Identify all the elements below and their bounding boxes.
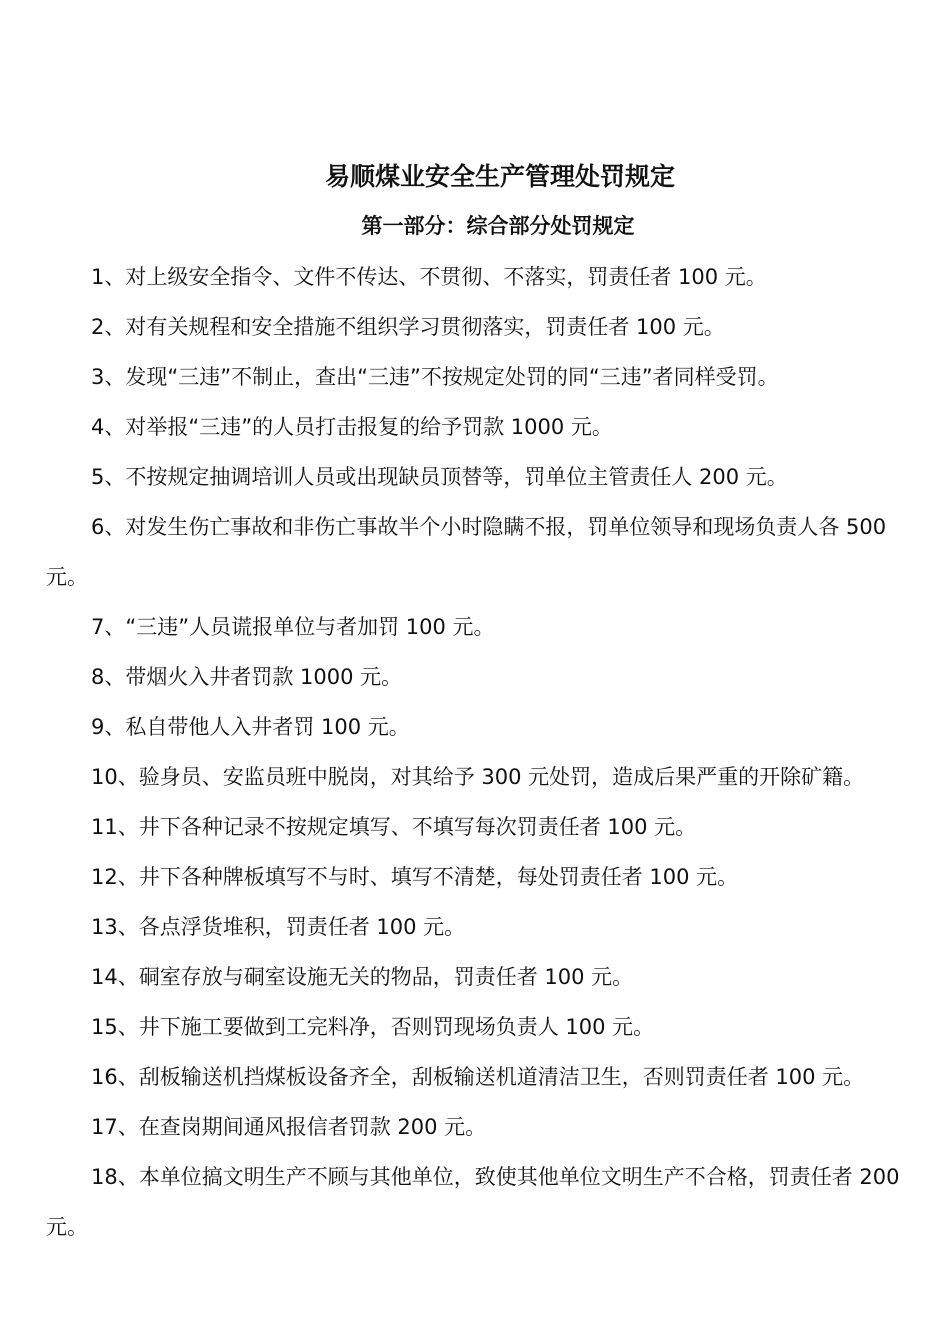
rule-item-9: 9、私自带他人入井者罚 100 元。 [91, 715, 410, 739]
rule-item-1: 1、对上级安全指令、文件不传达、不贯彻、不落实，罚责任者 100 元。 [91, 265, 767, 289]
rule-item-10: 10、验身员、安监员班中脱岗，对其给予 300 元处罚，造成后果严重的开除矿籍。 [91, 765, 865, 789]
rule-item-8: 8、带烟火入井者罚款 1000 元。 [91, 665, 403, 689]
rule-item-12: 12、井下各种牌板填写不与时、填写不清楚，每处罚责任者 100 元。 [91, 865, 739, 889]
rule-item-13: 13、各点浮货堆积，罚责任者 100 元。 [91, 915, 466, 939]
rule-item-18: 18、本单位搞文明生产不顾与其他单位，致使其他单位文明生产不合格，罚责任者 200 元。 [46, 1165, 900, 1239]
rule-item-14: 14、硐室存放与硐室设施无关的物品，罚责任者 100 元。 [91, 965, 634, 989]
rule-item-4: 4、对举报“三违”的人员打击报复的给予罚款 1000 元。 [91, 415, 613, 439]
rule-item-3: 3、发现“三违”不制止，查出“三违”不按规定处罚的同“三违”者同样受罚。 [91, 365, 779, 389]
section-title: 第一部分：综合部分处罚规定 [361, 214, 635, 238]
rule-item-5: 5、不按规定抽调培训人员或出现缺员顶替等，罚单位主管责任人 200 元。 [91, 465, 788, 489]
rule-item-15: 15、井下施工要做到工完料净，否则罚现场负责人 100 元。 [91, 1015, 655, 1039]
rule-item-11: 11、井下各种记录不按规定填写、不填写每次罚责任者 100 元。 [91, 815, 697, 839]
rule-item-6: 6、对发生伤亡事故和非伤亡事故半个小时隐瞒不报，罚单位领导和现场负责人各 500 元。 [46, 515, 887, 589]
rule-item-2: 2、对有关规程和安全措施不组织学习贯彻落实，罚责任者 100 元。 [91, 315, 725, 339]
rule-item-17: 17、在查岗期间通风报信者罚款 200 元。 [91, 1115, 487, 1139]
rules-list [46, 252, 904, 1252]
document-title: 易顺煤业安全生产管理处罚规定 [324, 162, 675, 191]
rule-item-16: 16、刮板输送机挡煤板设备齐全，刮板输送机道清洁卫生，否则罚责任者 100 元。 [91, 1065, 865, 1089]
rule-item-7: 7、“三违”人员谎报单位与者加罚 100 元。 [91, 615, 495, 639]
